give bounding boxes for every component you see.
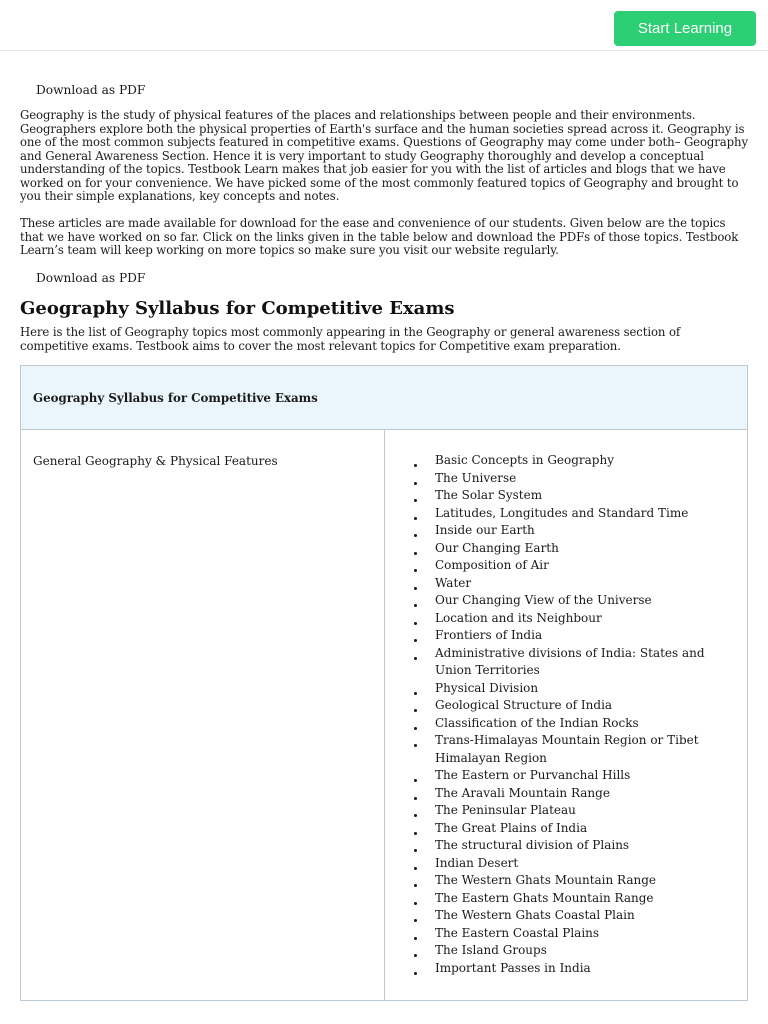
top-bar — [0, 0, 768, 51]
intro-paragraph-2: These articles are made available for download for the ease and convenience of our students. Given below are the topics that we have worked on so far. Click on the links given in the table below and download the PDFs of those topics. Testbook Learn’s team will keep working on more topics so make sure you visit our website regularly. — [20, 216, 739, 257]
topic-item[interactable]: Composition of Air — [414, 557, 744, 575]
topic-item[interactable]: Trans-Himalayas Mountain Region or Tibet Himalayan Region — [414, 732, 744, 767]
topic-item[interactable]: Basic Concepts in Geography — [414, 452, 744, 470]
topic-item[interactable]: The Universe — [414, 470, 744, 488]
topic-item[interactable]: The structural division of Plains — [414, 837, 744, 855]
download-pdf-link-2[interactable]: Download as PDF — [36, 271, 146, 285]
topic-item[interactable]: Latitudes, Longitudes and Standard Time — [414, 505, 744, 523]
start-learning-button[interactable]: Start Learning — [614, 11, 756, 46]
section-title: Geography Syllabus for Competitive Exams — [20, 298, 455, 319]
topic-item[interactable]: Geological Structure of India — [414, 697, 744, 715]
topic-item[interactable]: The Western Ghats Mountain Range — [414, 872, 744, 890]
category-cell: General Geography & Physical Features — [33, 454, 278, 468]
topic-item[interactable]: Water — [414, 575, 744, 593]
topic-item[interactable]: The Great Plains of India — [414, 820, 744, 838]
topic-item[interactable]: The Island Groups — [414, 942, 744, 960]
column-divider — [384, 430, 385, 1000]
intro-paragraph-1: Geography is the study of physical features of the places and relationships between people and their environments. Geographers explore both the physical properties of Earth's surface and the human societies spread across it. Geography is one of the most common subjects featured in competitive exams. Questions of Geography may come under both– Geography and General Awareness Section. Hence it is very important to study Geography thoroughly and develop a conceptual understanding of the topics. Testbook Learn makes that job easier for you with the list of articles and blogs that we have worked on for your convenience. We have picked some of the most commonly featured topics of Geography and brought to you their simple explanations, key concepts and notes. — [20, 108, 748, 203]
topic-item[interactable]: Location and its Neighbour — [414, 610, 744, 628]
topic-item[interactable]: The Solar System — [414, 487, 744, 505]
topic-item[interactable]: The Western Ghats Coastal Plain — [414, 907, 744, 925]
topic-item[interactable]: Our Changing View of the Universe — [414, 592, 744, 610]
topic-item[interactable]: The Peninsular Plateau — [414, 802, 744, 820]
topic-item[interactable]: The Eastern Coastal Plains — [414, 925, 744, 943]
section-description: Here is the list of Geography topics most commonly appearing in the Geography or general awareness section of competitive exams. Testbook aims to cover the most relevant topics for Competitive exam preparation. — [20, 325, 681, 353]
topic-list — [414, 452, 744, 977]
topic-item[interactable]: Important Passes in India — [414, 960, 744, 978]
topic-item[interactable]: Classification of the Indian Rocks — [414, 715, 744, 733]
topic-item[interactable]: Physical Division — [414, 680, 744, 698]
download-pdf-link[interactable]: Download as PDF — [36, 83, 146, 97]
topic-item[interactable]: The Aravali Mountain Range — [414, 785, 744, 803]
topic-item[interactable]: Inside our Earth — [414, 522, 744, 540]
topic-item[interactable]: Frontiers of India — [414, 627, 744, 645]
topic-item[interactable]: The Eastern or Purvanchal Hills — [414, 767, 744, 785]
topic-item[interactable]: The Eastern Ghats Mountain Range — [414, 890, 744, 908]
topic-item[interactable]: Our Changing Earth — [414, 540, 744, 558]
topic-item[interactable]: Indian Desert — [414, 855, 744, 873]
syllabus-table — [20, 365, 748, 1001]
table-header: Geography Syllabus for Competitive Exams — [21, 366, 747, 430]
topic-item[interactable]: Administrative divisions of India: States and Union Territories — [414, 645, 744, 680]
